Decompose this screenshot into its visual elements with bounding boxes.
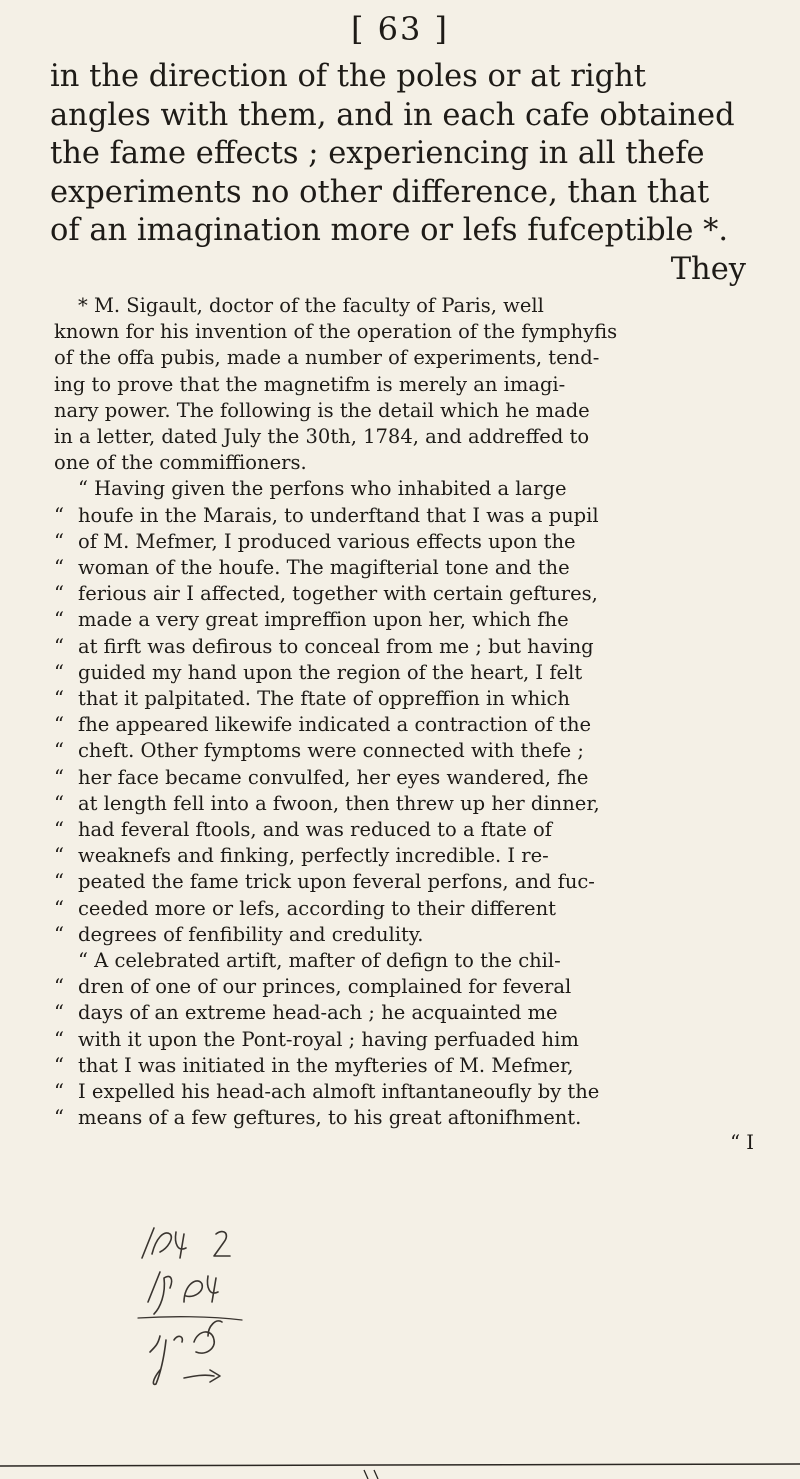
footnote-line: known for his invention of the operation of the fymphyfis <box>54 320 618 344</box>
quoted-line <box>54 1027 760 1053</box>
footnote-line: nary power. The following is the detail which he made <box>54 398 590 422</box>
quoted-line <box>54 843 760 869</box>
quote-mark: “ <box>54 556 64 580</box>
quote-mark: “ <box>54 1080 64 1104</box>
quoted-text: made a very great impreffion upon her, which fhe <box>78 608 569 632</box>
body-line: angles with them, and in each cafe obtained <box>50 97 735 133</box>
handwritten-shelfmark-drawing <box>130 1218 260 1388</box>
quoted-text: houfe in the Marais, to underftand that I was a pupil <box>78 503 599 527</box>
quoted-line <box>54 1053 760 1079</box>
quoted-text: “ A celebrated artift, mafter of defign to the chil- <box>78 949 561 973</box>
quoted-text: weaknefs and finking, perfectly incredible. I re- <box>78 844 549 868</box>
quote-mark: “ <box>54 687 64 711</box>
main-text <box>50 58 760 290</box>
quoted-line <box>54 948 760 974</box>
quoted-line <box>54 529 760 555</box>
catchword-footnote: “ I <box>730 1130 754 1154</box>
quote-mark: “ <box>54 739 64 763</box>
footnote-line: ing to prove that the magnetifm is merely an imagi- <box>54 372 566 396</box>
quoted-text: ferious air I affected, together with certain geftures, <box>78 582 598 606</box>
quoted-text: I expelled his head-ach almoft inftantaneoufly by the <box>78 1080 600 1104</box>
quoted-line <box>54 922 760 948</box>
quote-mark: “ <box>54 713 64 737</box>
quoted-text: “ Having given the perfons who inhabited a large <box>78 477 567 501</box>
quoted-text: days of an extreme head-ach ; he acquainted me <box>78 1001 558 1025</box>
page-number: [ 63 ] <box>350 10 450 48</box>
quoted-line <box>54 869 760 895</box>
quoted-text: had feveral ftools, and was reduced to a ftate of <box>78 818 552 842</box>
quoted-line <box>54 1079 760 1105</box>
footnote <box>54 293 760 1154</box>
quoted-line <box>54 476 760 502</box>
quoted-line <box>54 896 760 922</box>
quoted-text: peated the fame trick upon feveral perfons, and fuc- <box>78 870 595 894</box>
quoted-line <box>54 738 760 764</box>
quoted-line <box>54 686 760 712</box>
quoted-line <box>54 1105 760 1131</box>
quote-mark: “ <box>54 765 64 789</box>
quote-mark: “ <box>54 1001 64 1025</box>
quote-mark: “ <box>54 870 64 894</box>
quoted-text: guided my hand upon the region of the heart, I felt <box>78 660 583 684</box>
quote-mark: “ <box>54 975 64 999</box>
quote-mark: “ <box>54 608 64 632</box>
quoted-line <box>54 974 760 1000</box>
quote-mark: “ <box>54 582 64 606</box>
quote-mark: “ <box>54 634 64 658</box>
quoted-line <box>54 791 760 817</box>
quoted-text: her face became convulfed, her eyes wandered, fhe <box>78 765 589 789</box>
footnote-line: one of the commiffioners. <box>54 451 307 475</box>
footnote-line: of the offa pubis, made a number of experiments, tend- <box>54 346 600 370</box>
footnote-line: in a letter, dated July the 30th, 1784, and addreffed to <box>54 425 590 449</box>
quoted-line <box>54 765 760 791</box>
quote-mark: “ <box>54 660 64 684</box>
body-line: experiments no other difference, than that <box>50 174 710 210</box>
quoted-line <box>54 660 760 686</box>
quoted-text: that I was initiated in the myfteries of M. Mefmer, <box>78 1053 574 1077</box>
quoted-text: dren of one of our princes, complained for feveral <box>78 975 572 999</box>
quoted-text: ceeded more or lefs, according to their different <box>78 896 556 920</box>
quoted-text: woman of the houfe. The magifterial tone and the <box>78 556 570 580</box>
quoted-text: with it upon the Pont-royal ; having perfuaded him <box>78 1027 579 1051</box>
quoted-line <box>54 503 760 529</box>
quote-mark: “ <box>54 503 64 527</box>
quoted-text: fhe appeared likewife indicated a contraction of the <box>78 713 592 737</box>
quoted-text: cheft. Other fymptoms were connected with thefe ; <box>78 739 584 763</box>
quote-mark: “ <box>54 896 64 920</box>
handwritten-shelfmark <box>130 1218 260 1388</box>
footnote-line: * M. Sigault, doctor of the faculty of Paris, well <box>78 294 544 317</box>
quoted-line <box>54 634 760 660</box>
quoted-text: at length fell into a fwoon, then threw up her dinner, <box>78 791 600 815</box>
quoted-text: degrees of fenfibility and credulity. <box>78 922 424 946</box>
body-line: of an imagination more or lefs fufceptible *. <box>50 213 729 249</box>
quote-mark: “ <box>54 922 64 946</box>
quoted-line <box>54 581 760 607</box>
quoted-text: of M. Mefmer, I produced various effects upon the <box>78 529 576 553</box>
quoted-text: that it palpitated. The ftate of oppreffion in which <box>78 687 570 711</box>
quote-mark: “ <box>54 791 64 815</box>
quoted-line <box>54 817 760 843</box>
page-edge-rule <box>0 1452 800 1479</box>
quote-mark: “ <box>54 844 64 868</box>
quoted-line <box>54 712 760 738</box>
quote-mark: “ <box>54 1053 64 1077</box>
quote-mark: “ <box>54 1106 64 1130</box>
quote-mark: “ <box>54 818 64 842</box>
quote-mark: “ <box>54 529 64 553</box>
body-line: in the direction of the poles or at right <box>50 59 647 94</box>
quoted-text: at firft was defirous to conceal from me ; but having <box>78 634 594 658</box>
quote-mark: “ <box>54 1027 64 1051</box>
quoted-line <box>54 555 760 581</box>
quoted-line <box>54 1000 760 1026</box>
catchword-main: They <box>670 251 746 287</box>
body-line: the fame effects ; experiencing in all thefe <box>50 136 705 172</box>
quoted-line <box>54 607 760 633</box>
quoted-text: means of a few geftures, to his great aftonifhment. <box>78 1106 582 1130</box>
